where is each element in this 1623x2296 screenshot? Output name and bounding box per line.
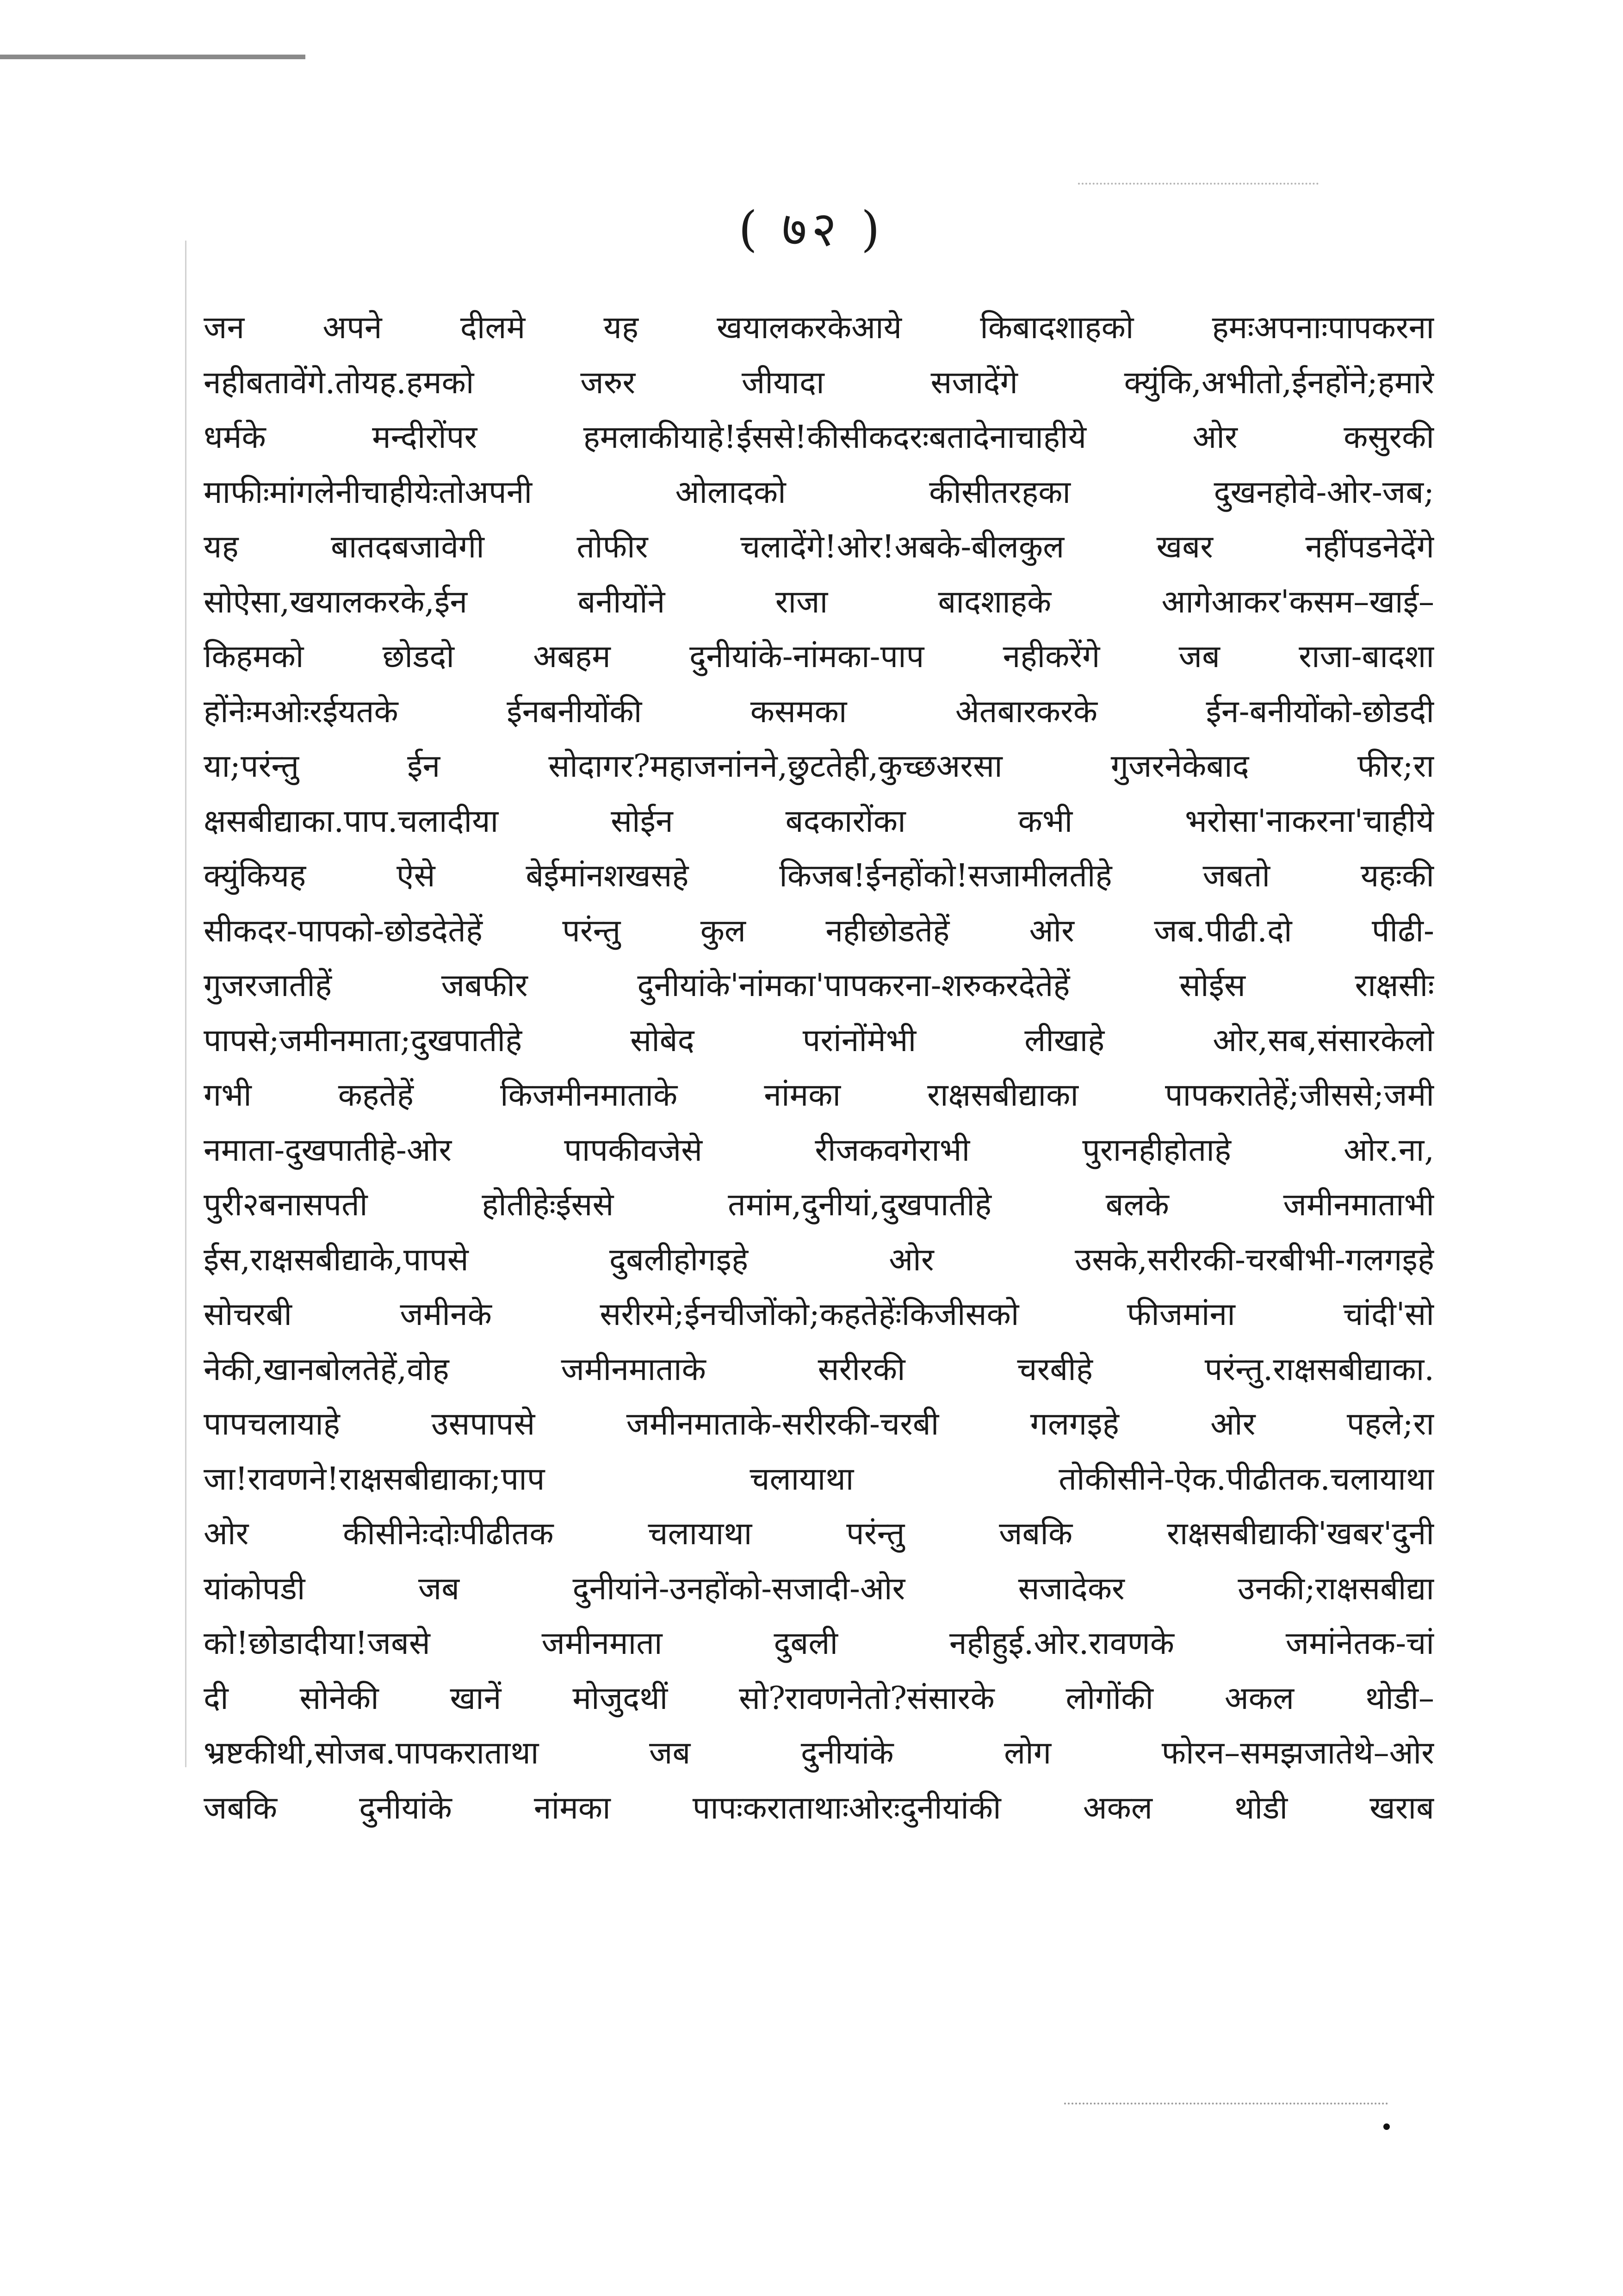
text-line: या;परंन्तु ईन सोदागर?महाजनांनने,छुटतेही,कुच्छअरसा गुजरनेकेबाद फीर;रा [204, 748, 1434, 785]
text-line: धर्मके मन्दीरोंपर हमलाकीयाहे!ईससे!कीसीकदरःबतादेनाचाहीये ओर कसुरकी [204, 419, 1434, 456]
text-line: ईस,राक्षसबीद्याके,पापसे दुबलीहोगइहे ओर उसके,सरीरकी-चरबीभी-गलगइहे [204, 1241, 1434, 1278]
text-line: क्युंकियह ऐसे बेईमांनशखसहे किजब!ईनहोंको!सजामीलतीहे जबतो यहःकी [204, 858, 1434, 894]
text-line: क्षसबीद्याका.पाप.चलादीया सोईन बदकारोंका कभी भरोसा'नाकरना'चाहीये [204, 803, 1434, 840]
text-line: ओर कीसीनेःदोःपीढीतक चलायाथा परंन्तु जबकि राक्षसबीद्याकी'खबर'दुनी [204, 1516, 1434, 1552]
body-text [204, 301, 1434, 1836]
text-line: नमाता-दुखपातीहे-ओर पापकीवजेसे रीजकवगेराभी पुरानहीहोताहे ओर.ना, [204, 1132, 1434, 1169]
text-line: सोचरबी जमीनके सरीरमे;ईनचीजोंको;कहतेहेंःकिजीसको फीजमांना चांदी'सो [204, 1296, 1434, 1333]
text-line: पापचलायाहे उसपापसे जमीनमाताके-सरीरकी-चरबी गलगइहे ओर पहले;रा [204, 1406, 1434, 1442]
text-line: यह बातदबजावेगी तोफीर चलादेंगे!ओर!अबके-बीलकुल खबर नहींपडनेदेंगे [204, 529, 1434, 565]
page-number: ( ७२ ) [738, 201, 885, 257]
text-line: माफीःमांगलेनीचाहीयेःतोअपनी ओलादको कीसीतरहका दुखनहोवे-ओर-जब; [204, 474, 1434, 511]
top-edge-rule [0, 55, 305, 59]
text-line: सीकदर-पापको-छोडदेतेहें परंन्तु कुल नहीछोडतेहें ओर जब.पीढी.दो पीढी- [204, 912, 1434, 949]
text-line: होंनेःमओःरईयतके ईनबनीयोंकी कसमका अेतबारकरके ईन-बनीयोंको-छोडदी [204, 693, 1434, 730]
text-line: पुरी२बनासपती होतीहेःईससे तमांम,दुनीयां,दुखपातीहे बलके जमीनमाताभी [204, 1187, 1434, 1223]
binding-line [185, 241, 186, 1767]
text-line: गुजरजातीहें जबफीर दुनीयांके'नांमका'पापकरना-शरुकरदेतेहें सोईस राक्षसीः [204, 967, 1434, 1004]
text-line: जबकि दुनीयांके नांमका पापःकराताथाःओरःदुनीयांकी अकल थोडी खराब [204, 1789, 1434, 1826]
scan-speckle-bottom [1064, 2103, 1388, 2107]
text-line: जा!रावणने!राक्षसबीद्याका;पाप चलायाथा तोकीसीने-ऐक.पीढीतक.चलायाथा [204, 1461, 1434, 1498]
text-line: सोऐसा,खयालकरके,ईन बनीयोंने राजा बादशाहके आगेआकर'कसम–खाई– [204, 583, 1434, 620]
text-line: भ्रष्टकीथी,सोजब.पापकराताथा जब दुनीयांके लोग फोरन–समझजातेथे–ओर [204, 1735, 1434, 1771]
ink-dot [1383, 2123, 1390, 2130]
text-line: पापसे;जमीनमाता;दुखपातीहे सोबेद परांनोंमेभी लीखाहे ओर,सब,संसारकेलो [204, 1022, 1434, 1059]
text-line: जन अपने दीलमे यह खयालकरकेआये किबादशाहको हमःअपनाःपापकरना [204, 309, 1434, 346]
text-line: नेकी,खानबोलतेहें,वोह जमीनमाताके सरीरकी चरबीहे परंन्तु.राक्षसबीद्याका. [204, 1351, 1434, 1388]
text-line: को!छोडादीया!जबसे जमीनमाता दुबली नहीहुई.ओर.रावणके जमांनेतक-चां [204, 1625, 1434, 1662]
text-line: किहमको छोडदो अबहम दुनीयांके-नांमका-पाप नहीकरेंगे जब राजा-बादशा [204, 638, 1434, 675]
text-line: दी सोनेकी खानें मोजुदथीं सो?रावणनेतो?संसारके लोगोंकी अकल थोडी– [204, 1680, 1434, 1717]
text-line: यांकोपडी जब दुनीयांने-उनहोंको-सजादी-ओर सजादेकर उनकी;राक्षसबीद्या [204, 1570, 1434, 1607]
text-line: गभी कहतेहें किजमीनमाताके नांमका राक्षसबीद्याका पापकरातेहें;जीससे;जमी [204, 1077, 1434, 1114]
scan-speckle-top [1078, 183, 1319, 187]
text-line: नहीबतावेंगे.तोयह.हमको जरुर जीयादा सजादेंगे क्युंकि,अभीतो,ईनहोंने;हमारे [204, 364, 1434, 401]
